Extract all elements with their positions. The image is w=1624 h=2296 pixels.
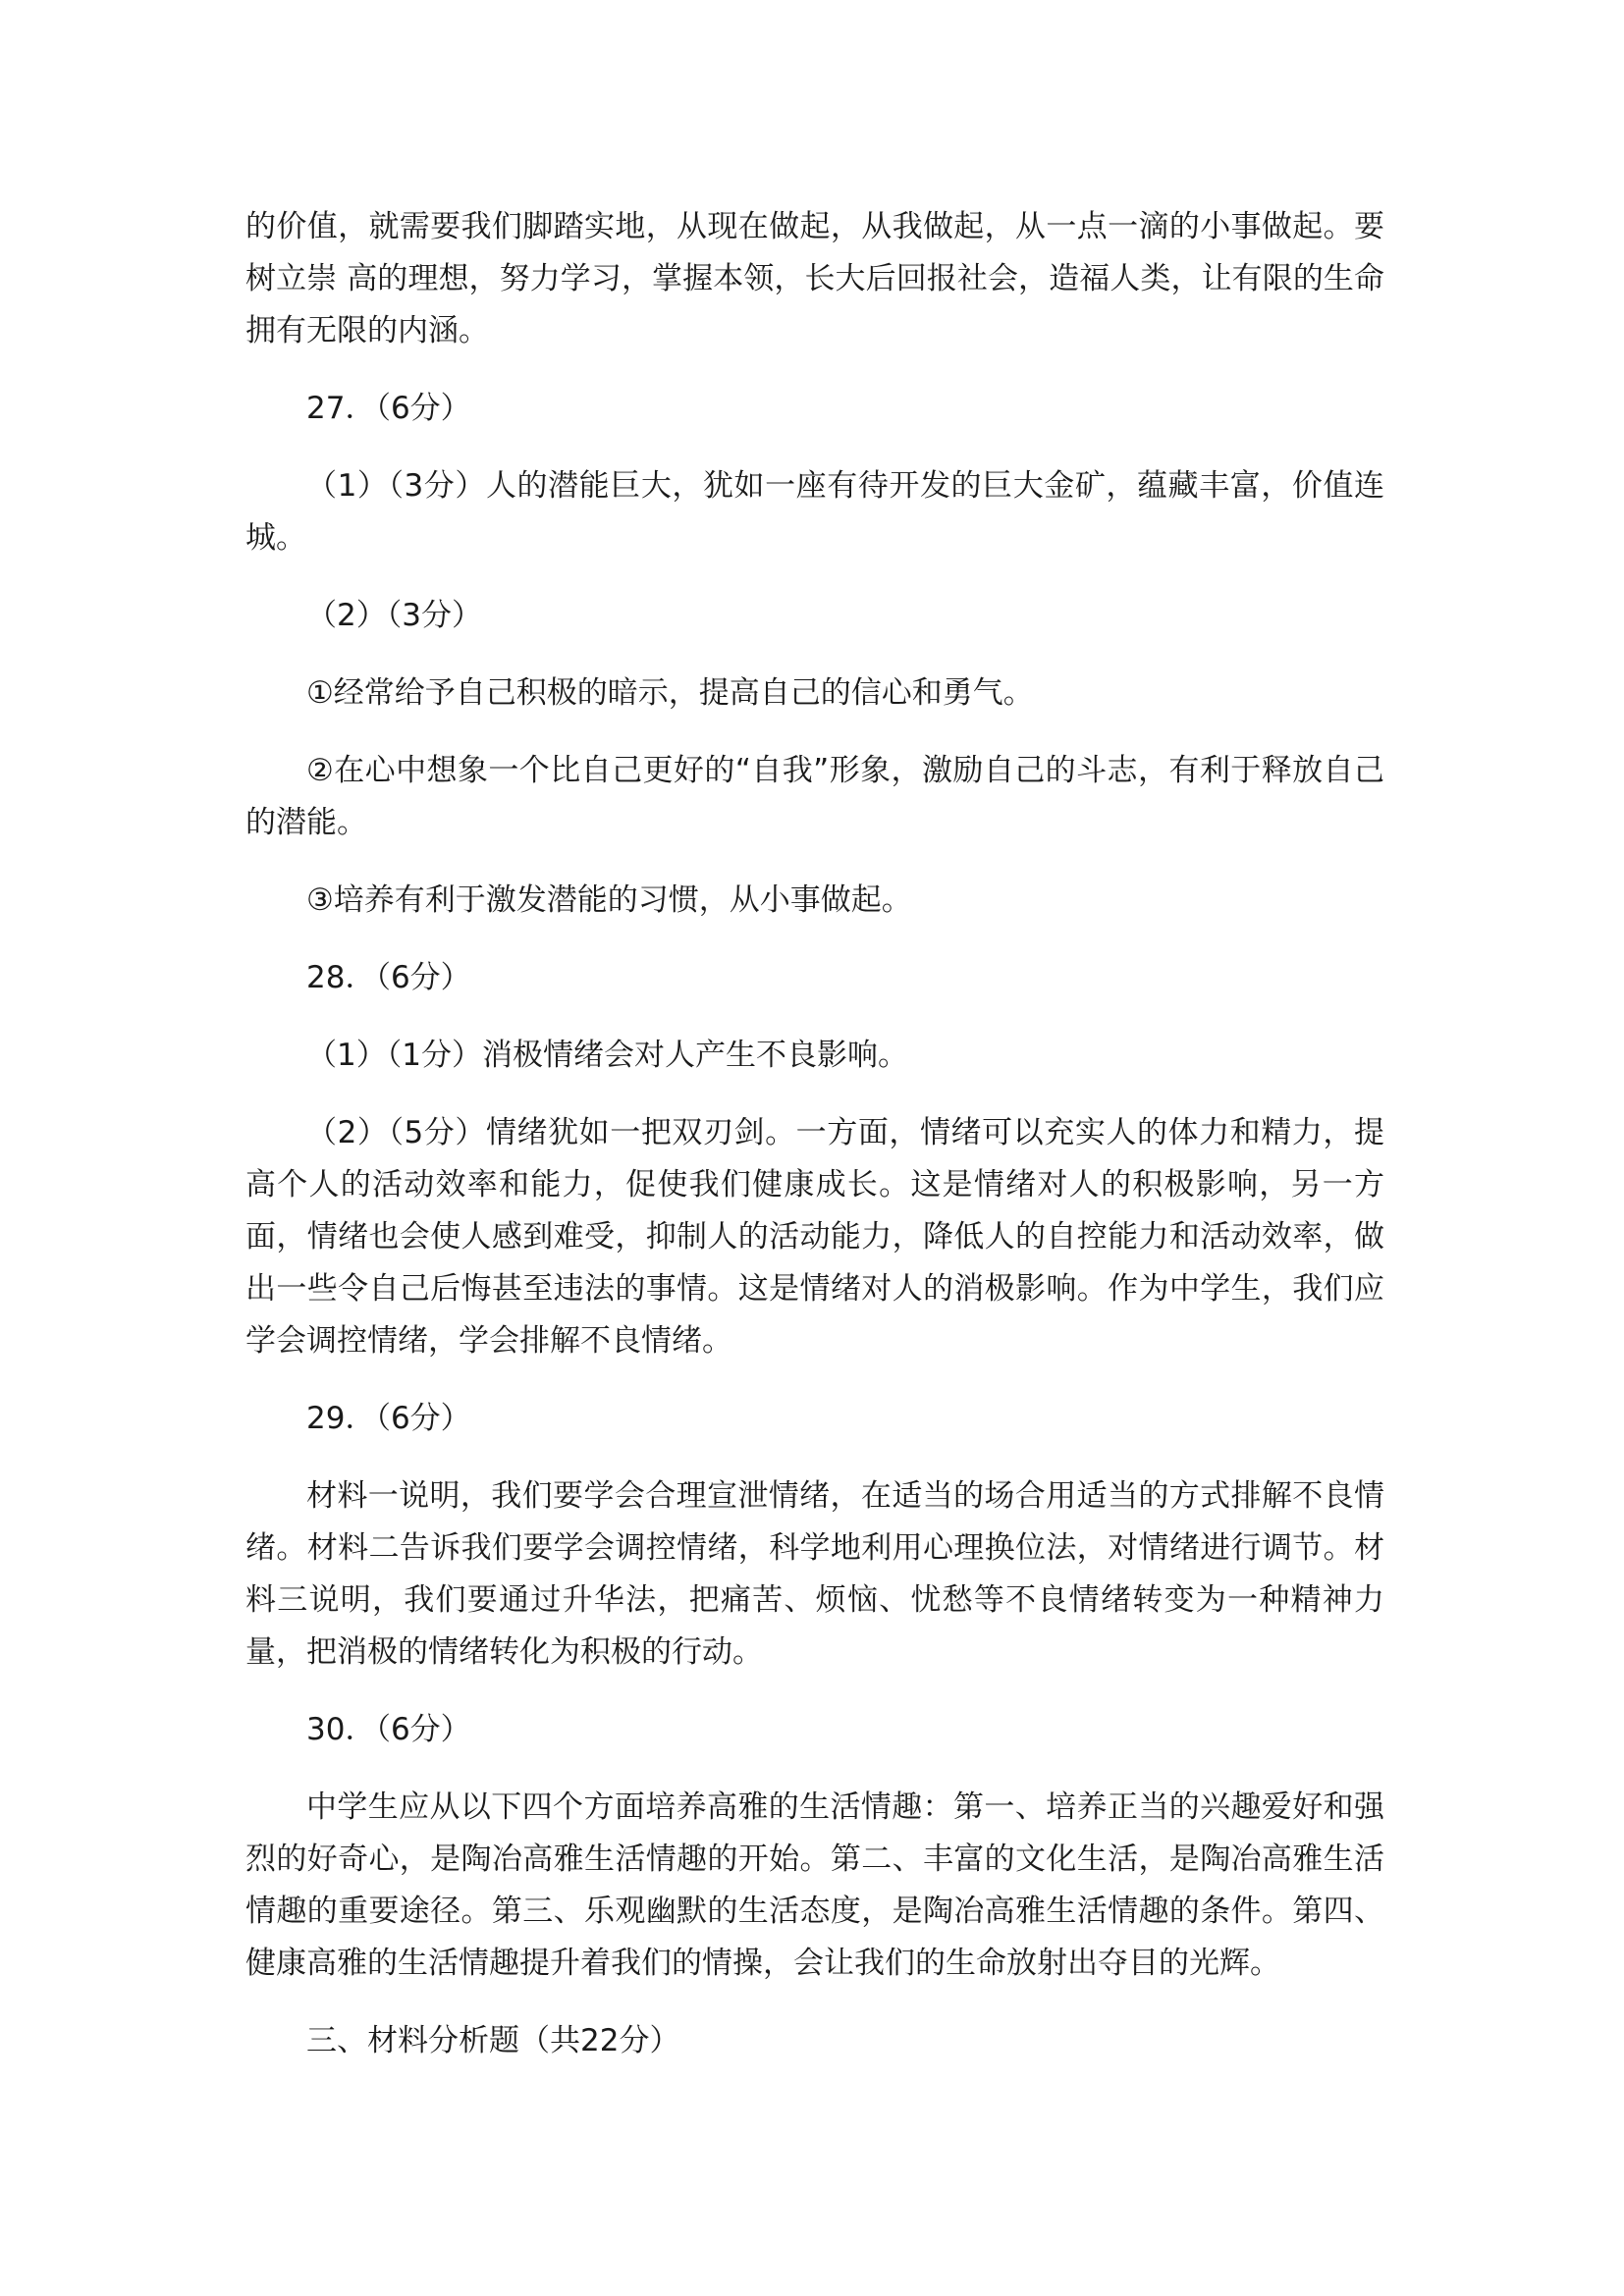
question-30-answer: 中学生应从以下四个方面培养高雅的生活情趣：第一、培养正当的兴趣爱好和强烈的好奇心，是陶冶高雅生活情趣的开始。第二、丰富的文化生活，是陶冶高雅生活情趣的重要途径。第三、乐观幽默的生活态度，是陶冶高雅生活情趣的条件。第四、健康高雅的生活情趣提升着我们的情操，会让我们的生命放射出夺目的光辉。 bbox=[245, 1789, 1384, 1981]
question-28-heading: 28．（6分） bbox=[306, 960, 471, 995]
question-29-heading: 29．（6分） bbox=[306, 1401, 471, 1436]
question-27-part-2-heading: （2）（3分） bbox=[306, 598, 482, 633]
question-28-part-2: （2）（5分）情绪犹如一把双刃剑。一方面，情绪可以充实人的体力和精力，提高个人的活动效率和能力，促使我们健康成长。这是情绪对人的积极影响，另一方面，情绪也会使人感到难受，抑制人的活动能力，降低人的自控能力和活动效率，做出一些令自己后悔甚至违法的事情。这是情绪对人的消极影响。作为中学生，我们应学会调控情绪，学会排解不良情绪。 bbox=[245, 1115, 1384, 1359]
question-27-heading: 27．（6分） bbox=[306, 391, 471, 426]
question-27-part-2-point-2: ②在心中想象一个比自己更好的“自我”形象，激励自己的斗志，有利于释放自己的潜能。 bbox=[245, 753, 1384, 840]
question-27-part-2-point-1: ①经常给予自己积极的暗示，提高自己的信心和勇气。 bbox=[306, 675, 1034, 711]
question-29-answer: 材料一说明，我们要学会合理宣泄情绪，在适当的场合用适当的方式排解不良情绪。材料二告诉我们要学会调控情绪，科学地利用心理换位法，对情绪进行调节。材料三说明，我们要通过升华法，把痛苦、烦恼、忧愁等不良情绪转变为一种精神力量，把消极的情绪转化为积极的行动。 bbox=[245, 1478, 1384, 1670]
question-28-part-1: （1）（1分）消极情绪会对人产生不良影响。 bbox=[306, 1038, 908, 1073]
section-3-heading: 三、材料分析题（共22分） bbox=[306, 2023, 680, 2058]
answer-intro-paragraph: 的价值，就需要我们脚踏实地，从现在做起，从我做起，从一点一滴的小事做起。要树立崇 高的理想，努力学习，掌握本领，长大后回报社会，造福人类，让有限的生命拥有无限的内涵。 bbox=[245, 209, 1384, 348]
question-27-part-1: （1）（3分）人的潜能巨大，犹如一座有待开发的巨大金矿，蕴藏丰富，价值连城。 bbox=[245, 468, 1384, 556]
question-30-heading: 30．（6分） bbox=[306, 1712, 471, 1747]
question-27-part-2-point-3: ③培养有利于激发潜能的习惯，从小事做起。 bbox=[306, 882, 912, 918]
document-page bbox=[245, 201, 1384, 2093]
